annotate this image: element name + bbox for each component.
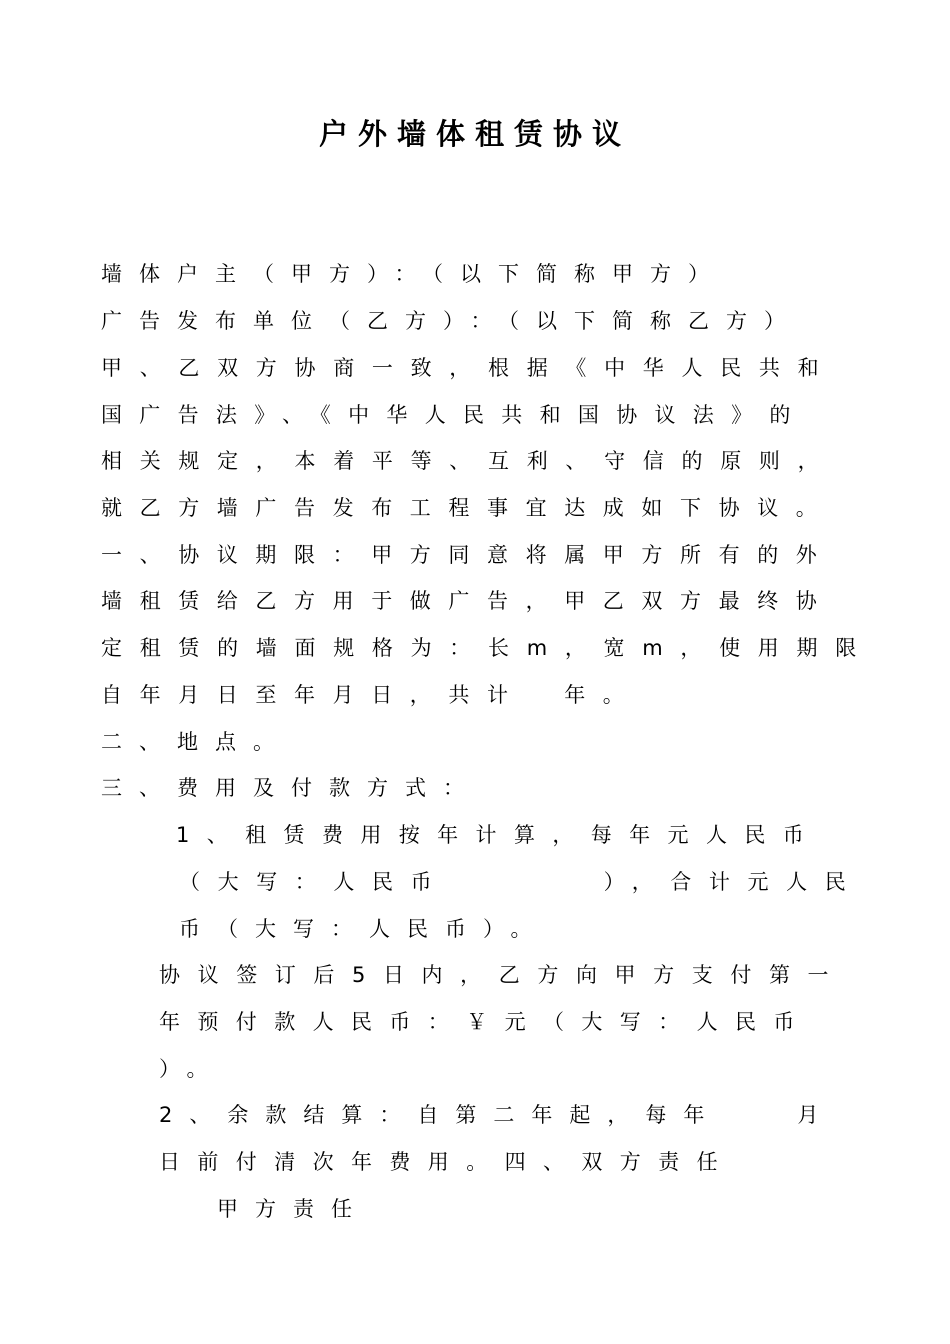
preamble-line-4: 就乙方墙广告发布工程事宜达成如下协议。 bbox=[101, 496, 835, 520]
clause-3-item-2-line-1: 2、余款结算：自第二年起，每年 月 bbox=[159, 1103, 836, 1127]
clause-3-item-1-line-2: （大写：人民币 ），合计元人民 bbox=[179, 870, 864, 894]
clause-1-line-4: 自年月日至年月日，共计 年。 bbox=[101, 683, 642, 707]
clause-1-line-2: 墙租赁给乙方用于做广告，甲乙双方最终协 bbox=[101, 589, 835, 613]
clause-3-item-2-line-2: 日前付清次年费用。四、双方责任 bbox=[159, 1150, 735, 1174]
preamble-line-1: 甲、乙双方协商一致，根据《中华人民共和 bbox=[101, 356, 837, 380]
preamble-line-3: 相关规定，本着平等、互利、守信的原则， bbox=[101, 449, 837, 473]
party-a-line: 墙体户主（甲方）：（以下简称甲方） bbox=[101, 262, 726, 286]
party-b-line: 广告发布单位（乙方）：（以下简称乙方） bbox=[101, 309, 802, 333]
clause-1-line-1: 一、协议期限：甲方同意将属甲方所有的外 bbox=[101, 543, 835, 567]
prepayment-line-2: 年预付款人民币：￥元（大写：人民币 bbox=[159, 1010, 812, 1034]
document-title: 户外墙体租赁协议 bbox=[318, 117, 631, 151]
clause-1-line-3: 定租赁的墙面规格为：长m，宽m，使用期限 bbox=[101, 636, 874, 660]
party-a-duty-heading: 甲方责任 bbox=[217, 1197, 369, 1221]
clause-3-item-1-line-1: 1、租赁费用按年计算，每年元人民币 bbox=[176, 823, 822, 847]
prepayment-line-3: ）。 bbox=[159, 1057, 225, 1081]
prepayment-line-1: 协议签订后5日内，乙方向甲方支付第一 bbox=[159, 963, 847, 987]
clause-3-heading: 三、费用及付款方式： bbox=[101, 776, 481, 800]
preamble-line-2: 国广告法》、《中华人民共和国协议法》的 bbox=[101, 403, 808, 427]
clause-2-line: 二、地点。 bbox=[101, 730, 291, 754]
clause-3-item-1-line-3: 币（大写：人民币）。 bbox=[179, 917, 549, 941]
